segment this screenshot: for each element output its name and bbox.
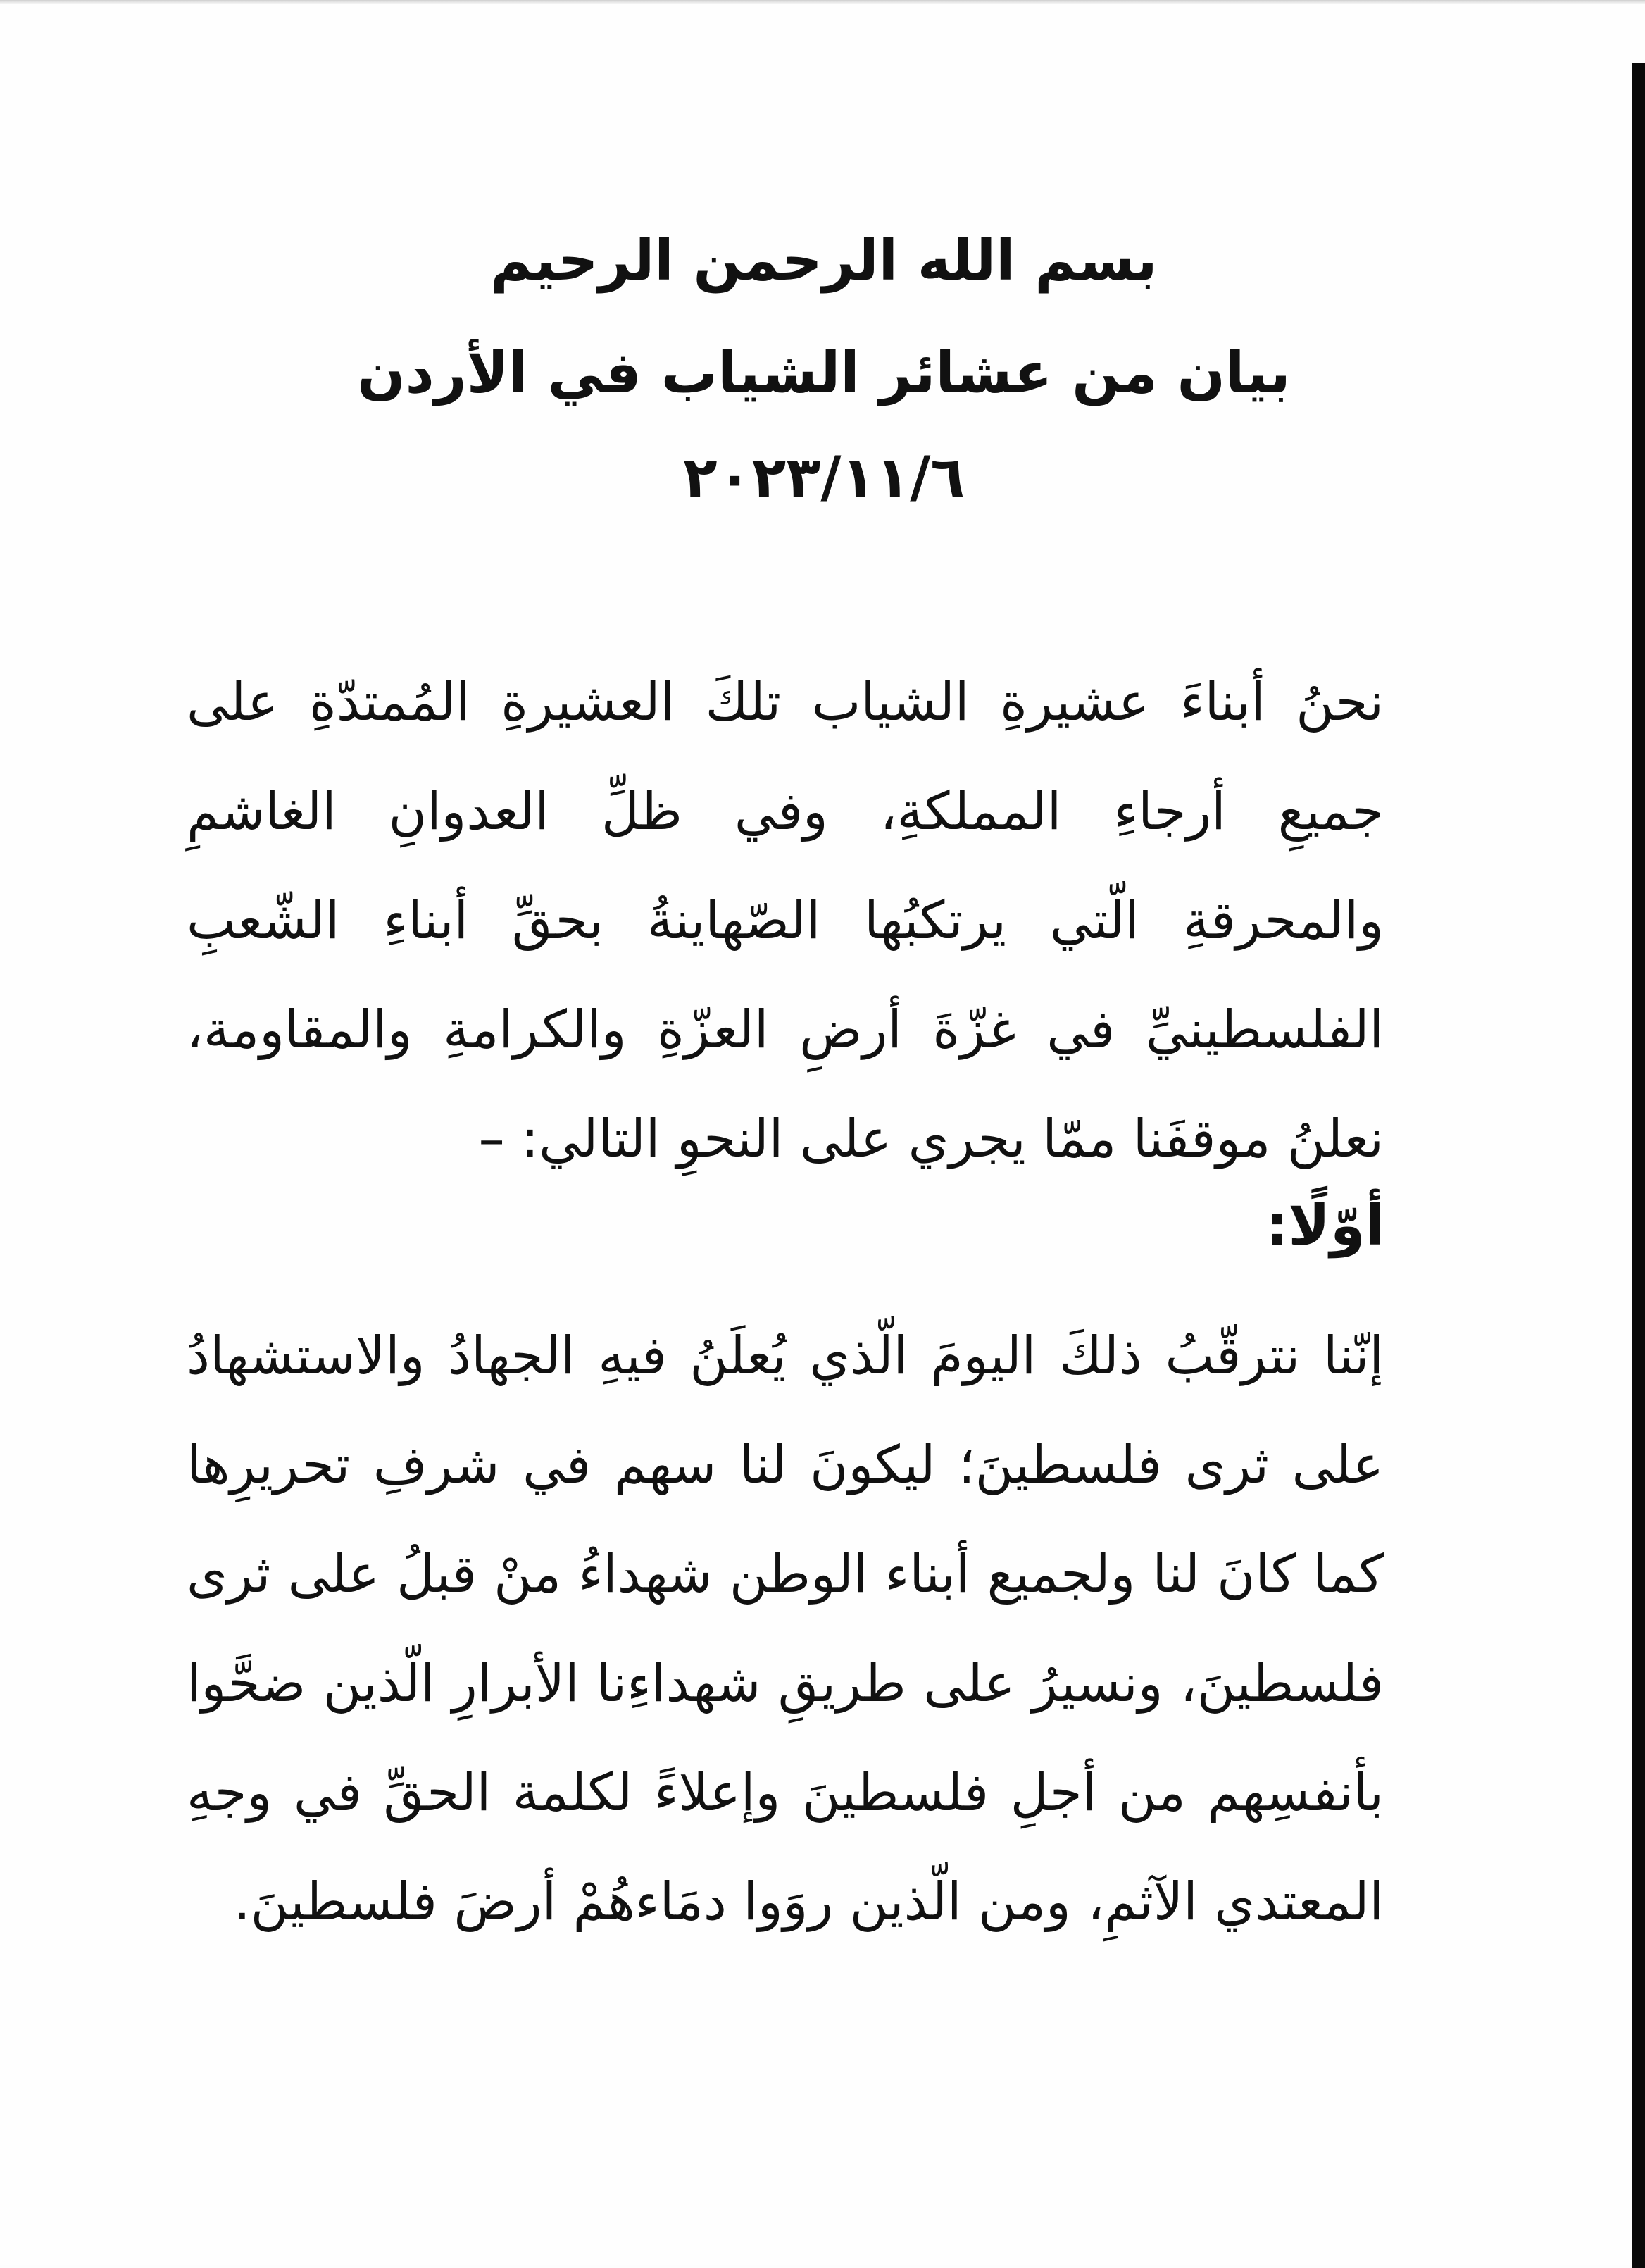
basmala-heading: بسم الله الرحمن الرحيم: [490, 228, 1158, 293]
section-first-heading: أوّلًا:: [1265, 1192, 1384, 1258]
scan-right-edge: [1632, 63, 1645, 2268]
statement-title: بيان من عشائر الشياب في الأردن: [357, 340, 1291, 406]
intro-paragraph: نحنُ أبناءَ عشيرةِ الشياب تلكَ العشيرةِ المُمتدّةِ على جميعِ أرجاءِ المملكةِ، وفي ظلِّ العدوانِ الغاشمِ والمحرقةِ الّتي يرتكبُها الصّهاينةُ بحقِّ أبناءِ الشّعبِ الفلسطينيِّ في غزّةَ أرضِ العزّةِ والكرامةِ والمقاومة، نعلنُ موقفَنا ممّا يجري على النحوِ التالي: –: [187, 672, 1384, 1169]
statement-date: ٢٠٢٣/١١/٦: [682, 444, 965, 510]
section-first-paragraph: إنّنا نترقّبُ ذلكَ اليومَ الّذي يُعلَنُ فيهِ الجهادُ والاستشهادُ على ثرى فلسطينَ؛ ليكونَ لنا سهم في شرفِ تحريرِها كما كانَ لنا ولجميع أبناء الوطن شهداءُ منْ قبلُ على ثرى فلسطينَ، ونسيرُ على طريقِ شهداءِنا الأبرارِ الّذين ضحَّوا بأنفسِهم من أجلِ فلسطينَ وإعلاءً لكلمة الحقِّ في وجهِ المعتدي الآثمِ، ومن الّذين روَوا دمَاءهُمْ أرضَ فلسطينَ.: [187, 1326, 1384, 1932]
scan-top-edge: [0, 0, 1645, 4]
